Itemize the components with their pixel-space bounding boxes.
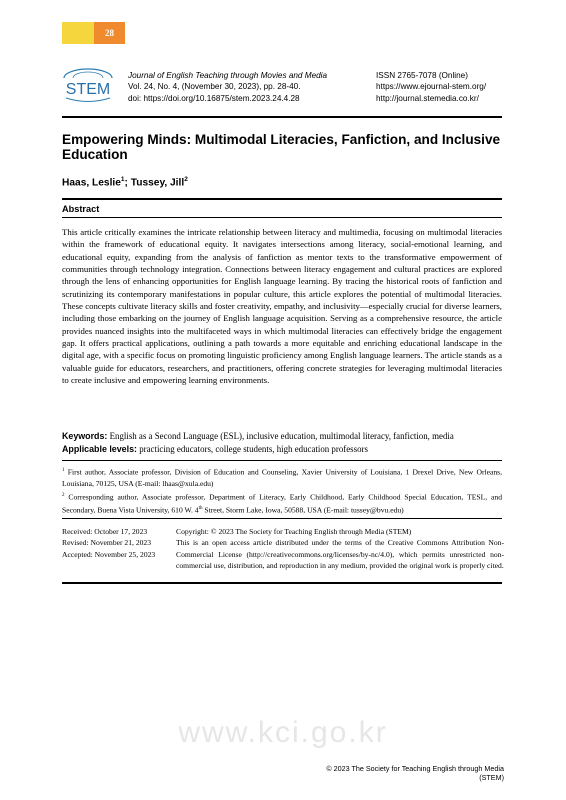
keywords-line bbox=[62, 430, 502, 443]
page-footer: © 2023 The Society for Teaching English through Media (STEM) bbox=[326, 764, 504, 782]
abstract-heading-rule bbox=[62, 217, 502, 218]
author-1: Haas, Leslie bbox=[62, 177, 121, 189]
kci-watermark: www.kci.go.kr bbox=[178, 716, 388, 749]
author-2: Tussey, Jill bbox=[130, 177, 185, 189]
date-revised: Revised: November 21, 2023 bbox=[62, 538, 152, 548]
issn: ISSN 2765-7078 (Online) bbox=[376, 71, 468, 80]
logo-text: STEM bbox=[65, 81, 111, 98]
page-tab-yellow bbox=[62, 22, 94, 44]
page-number: 28 bbox=[94, 22, 125, 44]
levels-label: Applicable levels: bbox=[62, 443, 137, 454]
date-received: Received: October 17, 2023 bbox=[62, 527, 148, 536]
abstract-text: This article critically examines the intricate relationship between literacy and multimedia, focusing on multimodal literacies within the framework of educational equity. It navigates intersections among literacy, social-emotional learning, and educational equity, expanding from the analysis of fanfiction as mentor texts to the transformative empowerment of communities through technology integration. Connections between literacy engagement and cultural practices are explored through the lens of enhancing opportunities for English language learning. By tracing the historical roots of fanfiction and scrutinizing its contemporary manifestations in popular culture, this article explores the potential of multimodal literacies. These concepts cultivate literacy skills and foster creativity, empathy, and inclusivity—especially crucial for diverse learners, including those embarking on the journey of English language acquisition. Serving as a comprehensive resource, the article provides nuanced insights into the multifaceted ways in which multimodal literacies can effectively bridge the engagement gap. It offers practical applications, outlining a path towards a more equitable and enriching educational landscape in the digital age, with a specific focus on promoting linguistic proficiency among English language learners. The article stands as a valuable guide for educators, researchers, and practitioners, offering concrete strategies for leveraging multimodal literacies to create inclusive and empowering learning environments. bbox=[62, 227, 502, 386]
dates-top-rule bbox=[62, 518, 502, 519]
author-separator: ; bbox=[124, 177, 131, 189]
article-dates bbox=[62, 526, 155, 560]
header-rule bbox=[62, 116, 502, 118]
page-number-box bbox=[62, 22, 125, 44]
date-accepted: Accepted: November 25, 2023 bbox=[62, 549, 156, 559]
journal-doi[interactable]: doi: https://doi.org/10.16875/stem.2023.24.4.28 bbox=[128, 93, 300, 103]
abstract-top-rule bbox=[62, 198, 502, 200]
authors bbox=[62, 176, 188, 188]
journal-url-2[interactable]: http://journal.stemedia.co.kr/ bbox=[376, 93, 479, 103]
footnote-2-text-a: Corresponding author, Associate professor, Department of Literacy, Early Childhood, Early Childhood Special Education, TESL, and Secondary, Buena Vista University, 610 W. 4 bbox=[62, 492, 502, 515]
article-title: Empowering Minds: Multimodal Literacies, Fanfiction, and Inclusive Education bbox=[62, 132, 501, 162]
stem-logo bbox=[62, 68, 114, 104]
author-2-sup: 2 bbox=[184, 176, 188, 183]
footnote-2 bbox=[62, 490, 502, 515]
journal-volume: Vol. 24, No. 4, (November 30, 2023), pp. 28-40. bbox=[128, 82, 301, 92]
footnote-1-text: First author, Associate professor, Division of Education and Counseling, Xavier University of Louisiana, 1 Drexel Drive, New Orleans, Louisiana, 70125, USA (E-mail: lhaas@xula.edu) bbox=[62, 467, 502, 488]
license-text: This is an open access article distributed under the terms of the Creative Commons Attribution Non-Commercial License (http://creativecommons.org/licenses/by-nc/4.0), which permits unrestricted non-commercial use, distribution, and reproduction in any medium, provided the original work is properly cited. bbox=[176, 538, 504, 571]
footnote-rule bbox=[62, 460, 502, 461]
keywords-label: Keywords: bbox=[62, 431, 108, 441]
levels-line bbox=[62, 443, 502, 456]
journal-info bbox=[128, 70, 327, 104]
keywords-block bbox=[62, 430, 502, 455]
dates-bottom-rule bbox=[62, 582, 502, 584]
footnote-1-number: 1 bbox=[62, 468, 65, 473]
footnote-2-text-b: Street, Storm Lake, Iowa, 50588, USA (E-mail: tussey@bvu.edu) bbox=[202, 505, 404, 515]
abstract-heading: Abstract bbox=[62, 204, 100, 214]
journal-issn-block bbox=[376, 70, 486, 104]
copyright-line: Copyright: © 2023 The Society for Teaching English through Media (STEM) bbox=[176, 527, 412, 536]
applicable-levels: practicing educators, college students, high education professors bbox=[139, 443, 368, 454]
footnote-2-number: 2 bbox=[62, 493, 65, 498]
journal-url-1[interactable]: https://www.ejournal-stem.org/ bbox=[376, 82, 487, 92]
keywords: English as a Second Language (ESL), inclusive education, multimodal literacy, fanfiction, media bbox=[109, 431, 454, 441]
footnote-1 bbox=[62, 465, 502, 489]
copyright-block bbox=[176, 526, 504, 572]
author-1-sup: 1 bbox=[120, 176, 125, 183]
footnote-2-sup: th bbox=[198, 505, 203, 511]
journal-name: Journal of English Teaching through Movies and Media bbox=[128, 71, 328, 80]
